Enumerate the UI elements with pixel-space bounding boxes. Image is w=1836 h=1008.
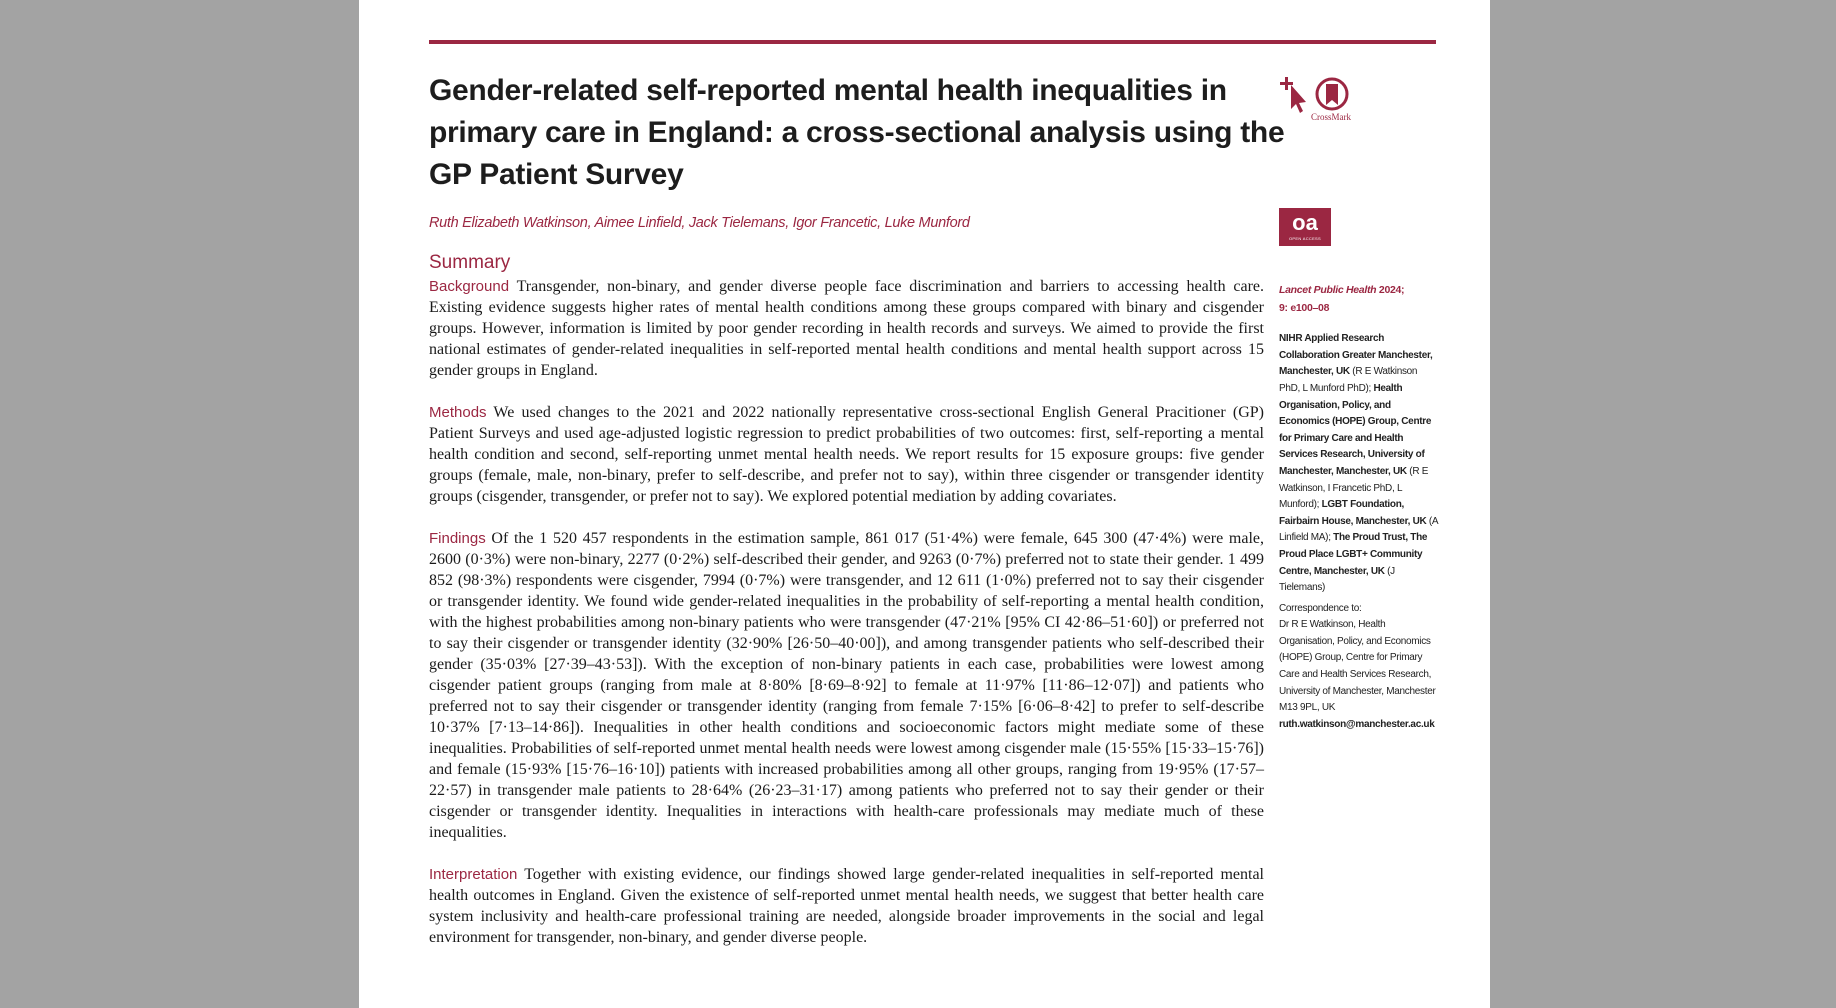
section-text-interpretation: Together with existing evidence, our findings showed large gender-related inequalities in self-reported mental health outcomes in England. Given the existence of self-reported unmet mental health needs, we suggest that better health care system inclusivity and health-care professional training are needed, alongside broader improvements in the social and legal environment for transgender, non-binary, and gender diverse people.	[429, 866, 1264, 946]
correspondence-text: Dr R E Watkinson, Health Organisation, Policy, and Economics (HOPE) Group, Centre for Primary Care and Health Services Research, University of Manchester, Manchester M13 9PL, UK	[1279, 619, 1436, 714]
affiliation-people: (R E Watkinson, I Francetic PhD, L Munford);	[1279, 465, 1429, 511]
section-text-methods: We used changes to the 2021 and 2022 nationally representative cross-sectional English General Pracitioner (GP) Patient Surveys and used age-adjusted logistic regression to predict probabilities of two outcomes: first, self-reporting a mental health condition and second, self-reporting unmet mental health needs. We report results for 15 exposure groups: five gender groups (female, male, non-binary, prefer to self-describe, and prefer not to say), within three cisgender or transgender identity groups (cisgender, transgender, or prefer not to say). We explored potential mediation by adding covariates.	[429, 404, 1264, 505]
section-label-interpretation: Interpretation	[429, 866, 518, 883]
section-label-background: Background	[429, 278, 510, 295]
section-text-findings: Of the 1 520 457 respondents in the estimation sample, 861 017 (51·4%) were female, 645 300 (47·4%) were male, 2600 (0·3%) were non-binary, 2277 (0·2%) self-described their gender, and 9263 (0·7%) preferred not to state their gender. 1 499 852 (98·3%) respondents were cisgender, 7994 (0·7%) were transgender, and 12 611 (1·0%) preferred not to say their cisgender or transgender identity. We found wide gender-related inequalities in the probability of self-reporting a mental health condition, with the highest probabilities among non-binary patients who were transgender (47·21% [95% CI 42·86–51·60]) or preferred not to say their cisgender or transgender identity (32·90% [26·50–40·00]), and among transgender patients who self-described their gender (35·03% [27·39–43·53]). With the exception of non-binary patients in each case, probabilities were lowest among cisgender patient groups (ranging from male at 8·80% [8·69–8·92] to female at 11·97% [11·86–12·07]) and patients who preferred not to say their cisgender or transgender identity (ranging from female 7·15% [6·06–8·42] to prefer to self-describe 10·37% [7·13–14·86]). Inequalities in other health conditions and socioeconomic factors might mediate some of these inequalities. Probabilities of self-reported unmet mental health needs were lowest among cisgender male (15·55% [15·33–15·76]) and female (15·93% [15·76–16·10]) patients with increased probabilities among all other groups, ranging from 19·95% (17·57–22·57) in transgender male patients to 28·64% (26·23–31·17) among patients who preferred not to say their gender or their cisgender or transgender identity. Inequalities in interactions with health-care professionals may mediate much of these inequalities.	[429, 530, 1264, 841]
pdf-page	[359, 0, 1490, 1008]
affiliation-name: NIHR Applied Research Collaboration Greater Manchester, Manchester, UK	[1279, 333, 1433, 378]
abstract-findings	[429, 528, 1264, 843]
oa-sub-label: OPEN ACCESS	[1289, 236, 1321, 241]
journal-pages: 9: e100–08	[1279, 301, 1330, 314]
journal-name: Lancet Public Health	[1279, 284, 1377, 296]
correspondence-label: Correspondence to:	[1279, 602, 1362, 614]
affiliation-people: (J Tielemans)	[1279, 565, 1395, 594]
journal-year: 2024;	[1376, 284, 1405, 296]
affiliation-name: Health Organisation, Policy, and Economics (HOPE) Group, Centre for Primary Care and Health Services Research, University of Manchester, Manchester, UK	[1279, 382, 1432, 477]
article-title: Gender-related self-reported mental health inequalities in primary care in England: a cross-sectional analysis using the GP Patient Survey	[429, 74, 1285, 191]
crossmark-label: CrossMark	[1311, 112, 1351, 122]
margin-notes	[1279, 282, 1439, 733]
section-label-findings: Findings	[429, 530, 486, 547]
section-label-methods: Methods	[429, 404, 487, 421]
abstract-background	[429, 276, 1264, 381]
author-list: Ruth Elizabeth Watkinson, Aimee Linfield, Jack Tielemans, Igor Francetic, Luke Munford	[429, 215, 970, 231]
affiliations	[1279, 331, 1439, 597]
top-rule	[429, 40, 1436, 44]
summary-heading: Summary	[429, 252, 511, 273]
abstract-interpretation	[429, 864, 1264, 948]
correspondence-email[interactable]: ruth.watkinson@manchester.ac.uk	[1279, 718, 1435, 730]
abstract	[429, 276, 1264, 969]
affiliation-name: The Proud Trust, The Proud Place LGBT+ Community Centre, Manchester, UK	[1279, 532, 1428, 577]
abstract-methods	[429, 402, 1264, 507]
affiliation-people: (A Linfield MA);	[1279, 515, 1438, 544]
oa-label: oa	[1292, 210, 1318, 235]
affiliation-people: (R E Watkinson PhD, L Munford PhD);	[1279, 366, 1418, 394]
open-access-badge	[1279, 208, 1331, 246]
affiliation-name: LGBT Foundation, Fairbairn House, Manchester, UK	[1279, 499, 1427, 527]
citation	[1279, 282, 1439, 317]
section-text-background: Transgender, non-binary, and gender diverse people face discrimination and barriers to accessing health care. Existing evidence suggests higher rates of mental health conditions among these groups compared with binary and cisgender groups. However, information is limited by poor gender recording in health records and surveys. We aimed to provide the first national estimates of gender-related inequalities in self-reported mental health conditions and mental health support across 15 gender groups in England.	[429, 278, 1265, 379]
correspondence	[1279, 601, 1439, 734]
